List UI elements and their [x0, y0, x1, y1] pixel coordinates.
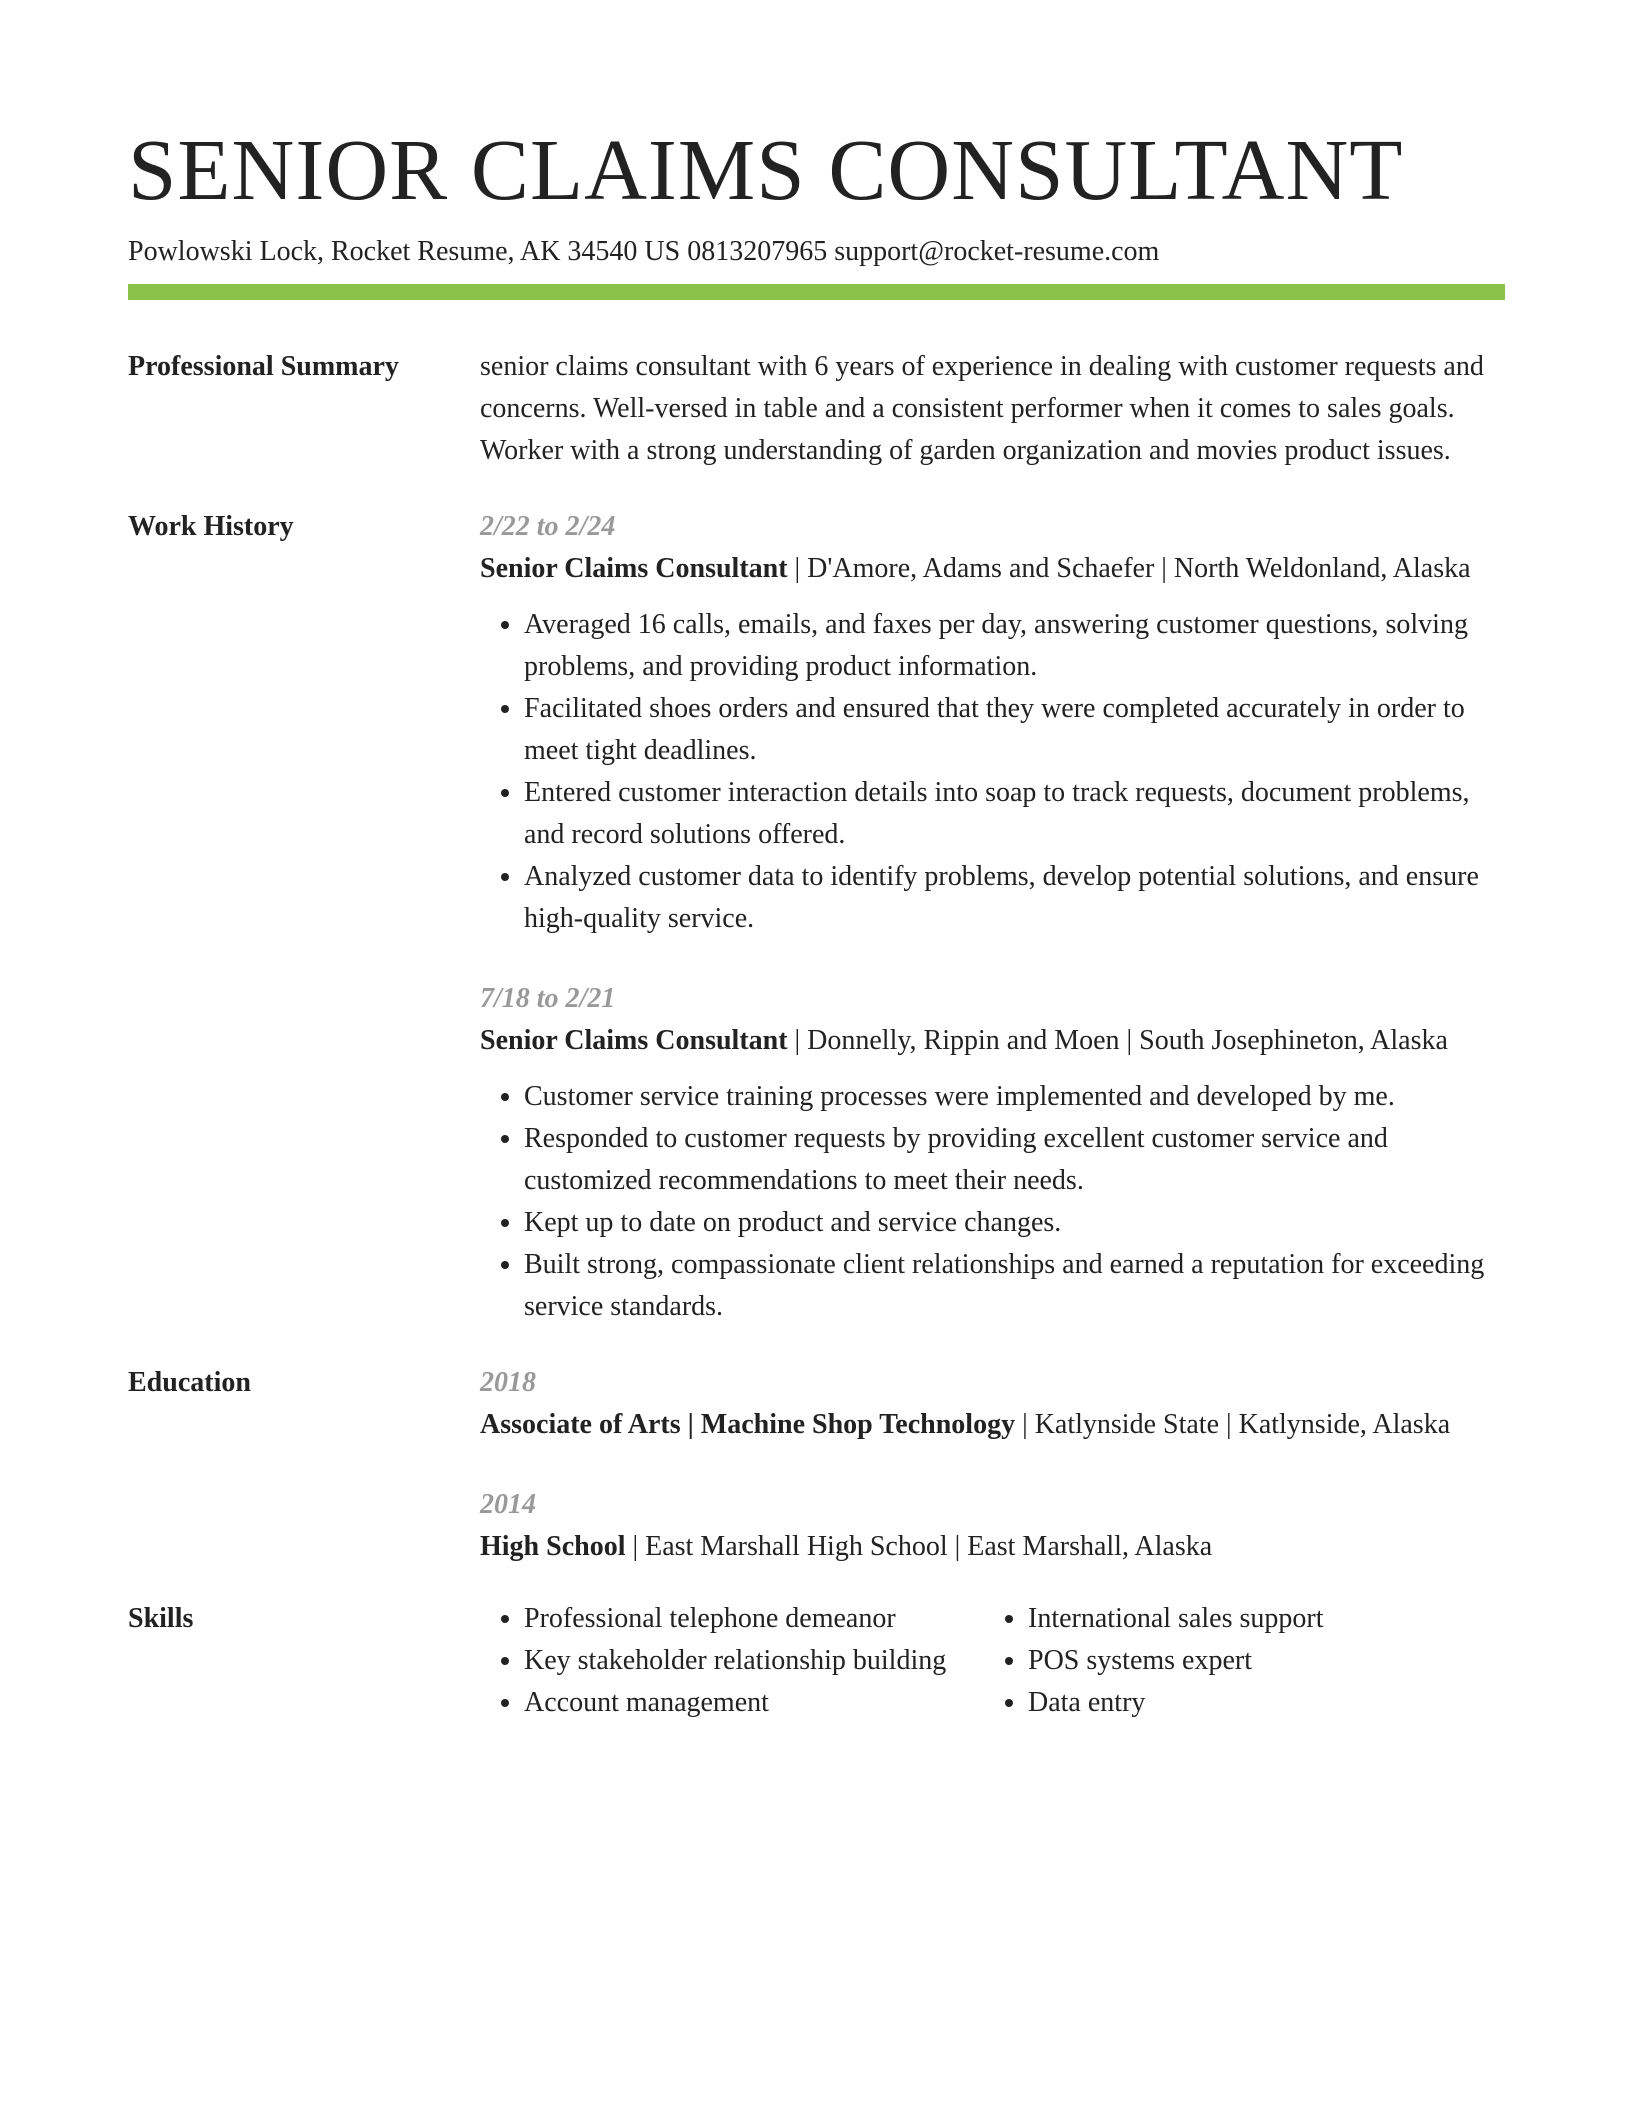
- skills-grid: [480, 1598, 1504, 1724]
- skill-item: • International sales support: [1028, 1598, 1323, 1640]
- skills-section: [128, 1598, 1504, 1724]
- skill-item: • Account management: [524, 1682, 984, 1724]
- work-history-section: [128, 506, 1504, 1328]
- job-employer-location: | D'Amore, Adams and Schaefer | North Weldonland, Alaska: [787, 553, 1471, 584]
- job-bullet: • Responded to customer requests by providing excellent customer service and customized recommendations to meet their needs.: [524, 1118, 1504, 1202]
- skill-item: • Professional telephone demeanor: [524, 1598, 984, 1640]
- summary-section: [128, 346, 1504, 472]
- job-bullets: [480, 604, 1504, 940]
- skill-item: • Data entry: [1028, 1682, 1323, 1724]
- summary-body: [480, 346, 1504, 472]
- education-section: [128, 1362, 1504, 1568]
- education-entry: [480, 1484, 1504, 1568]
- skills-column: [480, 1598, 984, 1724]
- job-bullet: • Facilitated shoes orders and ensured that they were completed accurately in order to meet tight deadlines.: [524, 688, 1504, 772]
- section-label-skills: Skills: [128, 1603, 194, 1634]
- job-bullet: • Customer service training processes were implemented and developed by me.: [524, 1076, 1504, 1118]
- job-bullet: • Built strong, compassionate client relationships and earned a reputation for exceeding service standards.: [524, 1244, 1504, 1328]
- education-entry: [480, 1362, 1504, 1446]
- job-bullets: [480, 1076, 1504, 1328]
- resume-name: SENIOR CLAIMS CONSULTANT: [128, 121, 1404, 218]
- education-degree: Associate of Arts | Machine Shop Technology: [480, 1409, 1016, 1440]
- job-bullet: • Averaged 16 calls, emails, and faxes per day, answering customer questions, solving problems, and providing product information.: [524, 604, 1504, 688]
- job-bullet: • Analyzed customer data to identify problems, develop potential solutions, and ensure high-quality service.: [524, 856, 1504, 940]
- education-school-location: | East Marshall High School | East Marshall, Alaska: [625, 1531, 1213, 1562]
- skill-item: • Key stakeholder relationship building: [524, 1640, 984, 1682]
- section-label-work: Work History: [128, 511, 294, 542]
- job-dates: 7/18 to 2/21: [480, 983, 616, 1014]
- job-employer-location: | Donnelly, Rippin and Moen | South Josephineton, Alaska: [787, 1025, 1448, 1056]
- job-title: Senior Claims Consultant: [480, 553, 788, 584]
- education-degree: High School: [480, 1531, 626, 1562]
- job-dates: 2/22 to 2/24: [480, 511, 616, 542]
- education-heading: [480, 1404, 1504, 1446]
- job-bullet: • Kept up to date on product and service changes.: [524, 1202, 1504, 1244]
- job-title: Senior Claims Consultant: [480, 1025, 788, 1056]
- contact-line: Powlowski Lock, Rocket Resume, AK 34540 US 0813207965 support@rocket-resume.com: [128, 236, 1160, 267]
- skills-body: [480, 1598, 1504, 1724]
- education-school-location: | Katlynside State | Katlynside, Alaska: [1015, 1409, 1451, 1440]
- job-entry: [480, 978, 1504, 1328]
- section-label-summary: Professional Summary: [128, 351, 399, 382]
- education-body: [480, 1362, 1504, 1568]
- education-year: 2014: [480, 1489, 536, 1520]
- education-heading: [480, 1526, 1504, 1568]
- job-heading: [480, 1020, 1504, 1062]
- job-entry: [480, 506, 1504, 940]
- summary-text: senior claims consultant with 6 years of experience in dealing with customer requests and concerns. Well-versed in table and a consistent performer when it comes to sales goals. Worker with a strong understanding of garden organization and movies product issues.: [480, 351, 1484, 466]
- work-history-body: [480, 506, 1504, 1328]
- skill-item: • POS systems expert: [1028, 1640, 1323, 1682]
- job-bullet: • Entered customer interaction details into soap to track requests, document problems, and record solutions offered.: [524, 772, 1504, 856]
- job-heading: [480, 548, 1504, 590]
- accent-divider: [128, 284, 1505, 300]
- education-year: 2018: [480, 1367, 536, 1398]
- section-label-education: Education: [128, 1367, 251, 1398]
- skills-column: [984, 1598, 1323, 1724]
